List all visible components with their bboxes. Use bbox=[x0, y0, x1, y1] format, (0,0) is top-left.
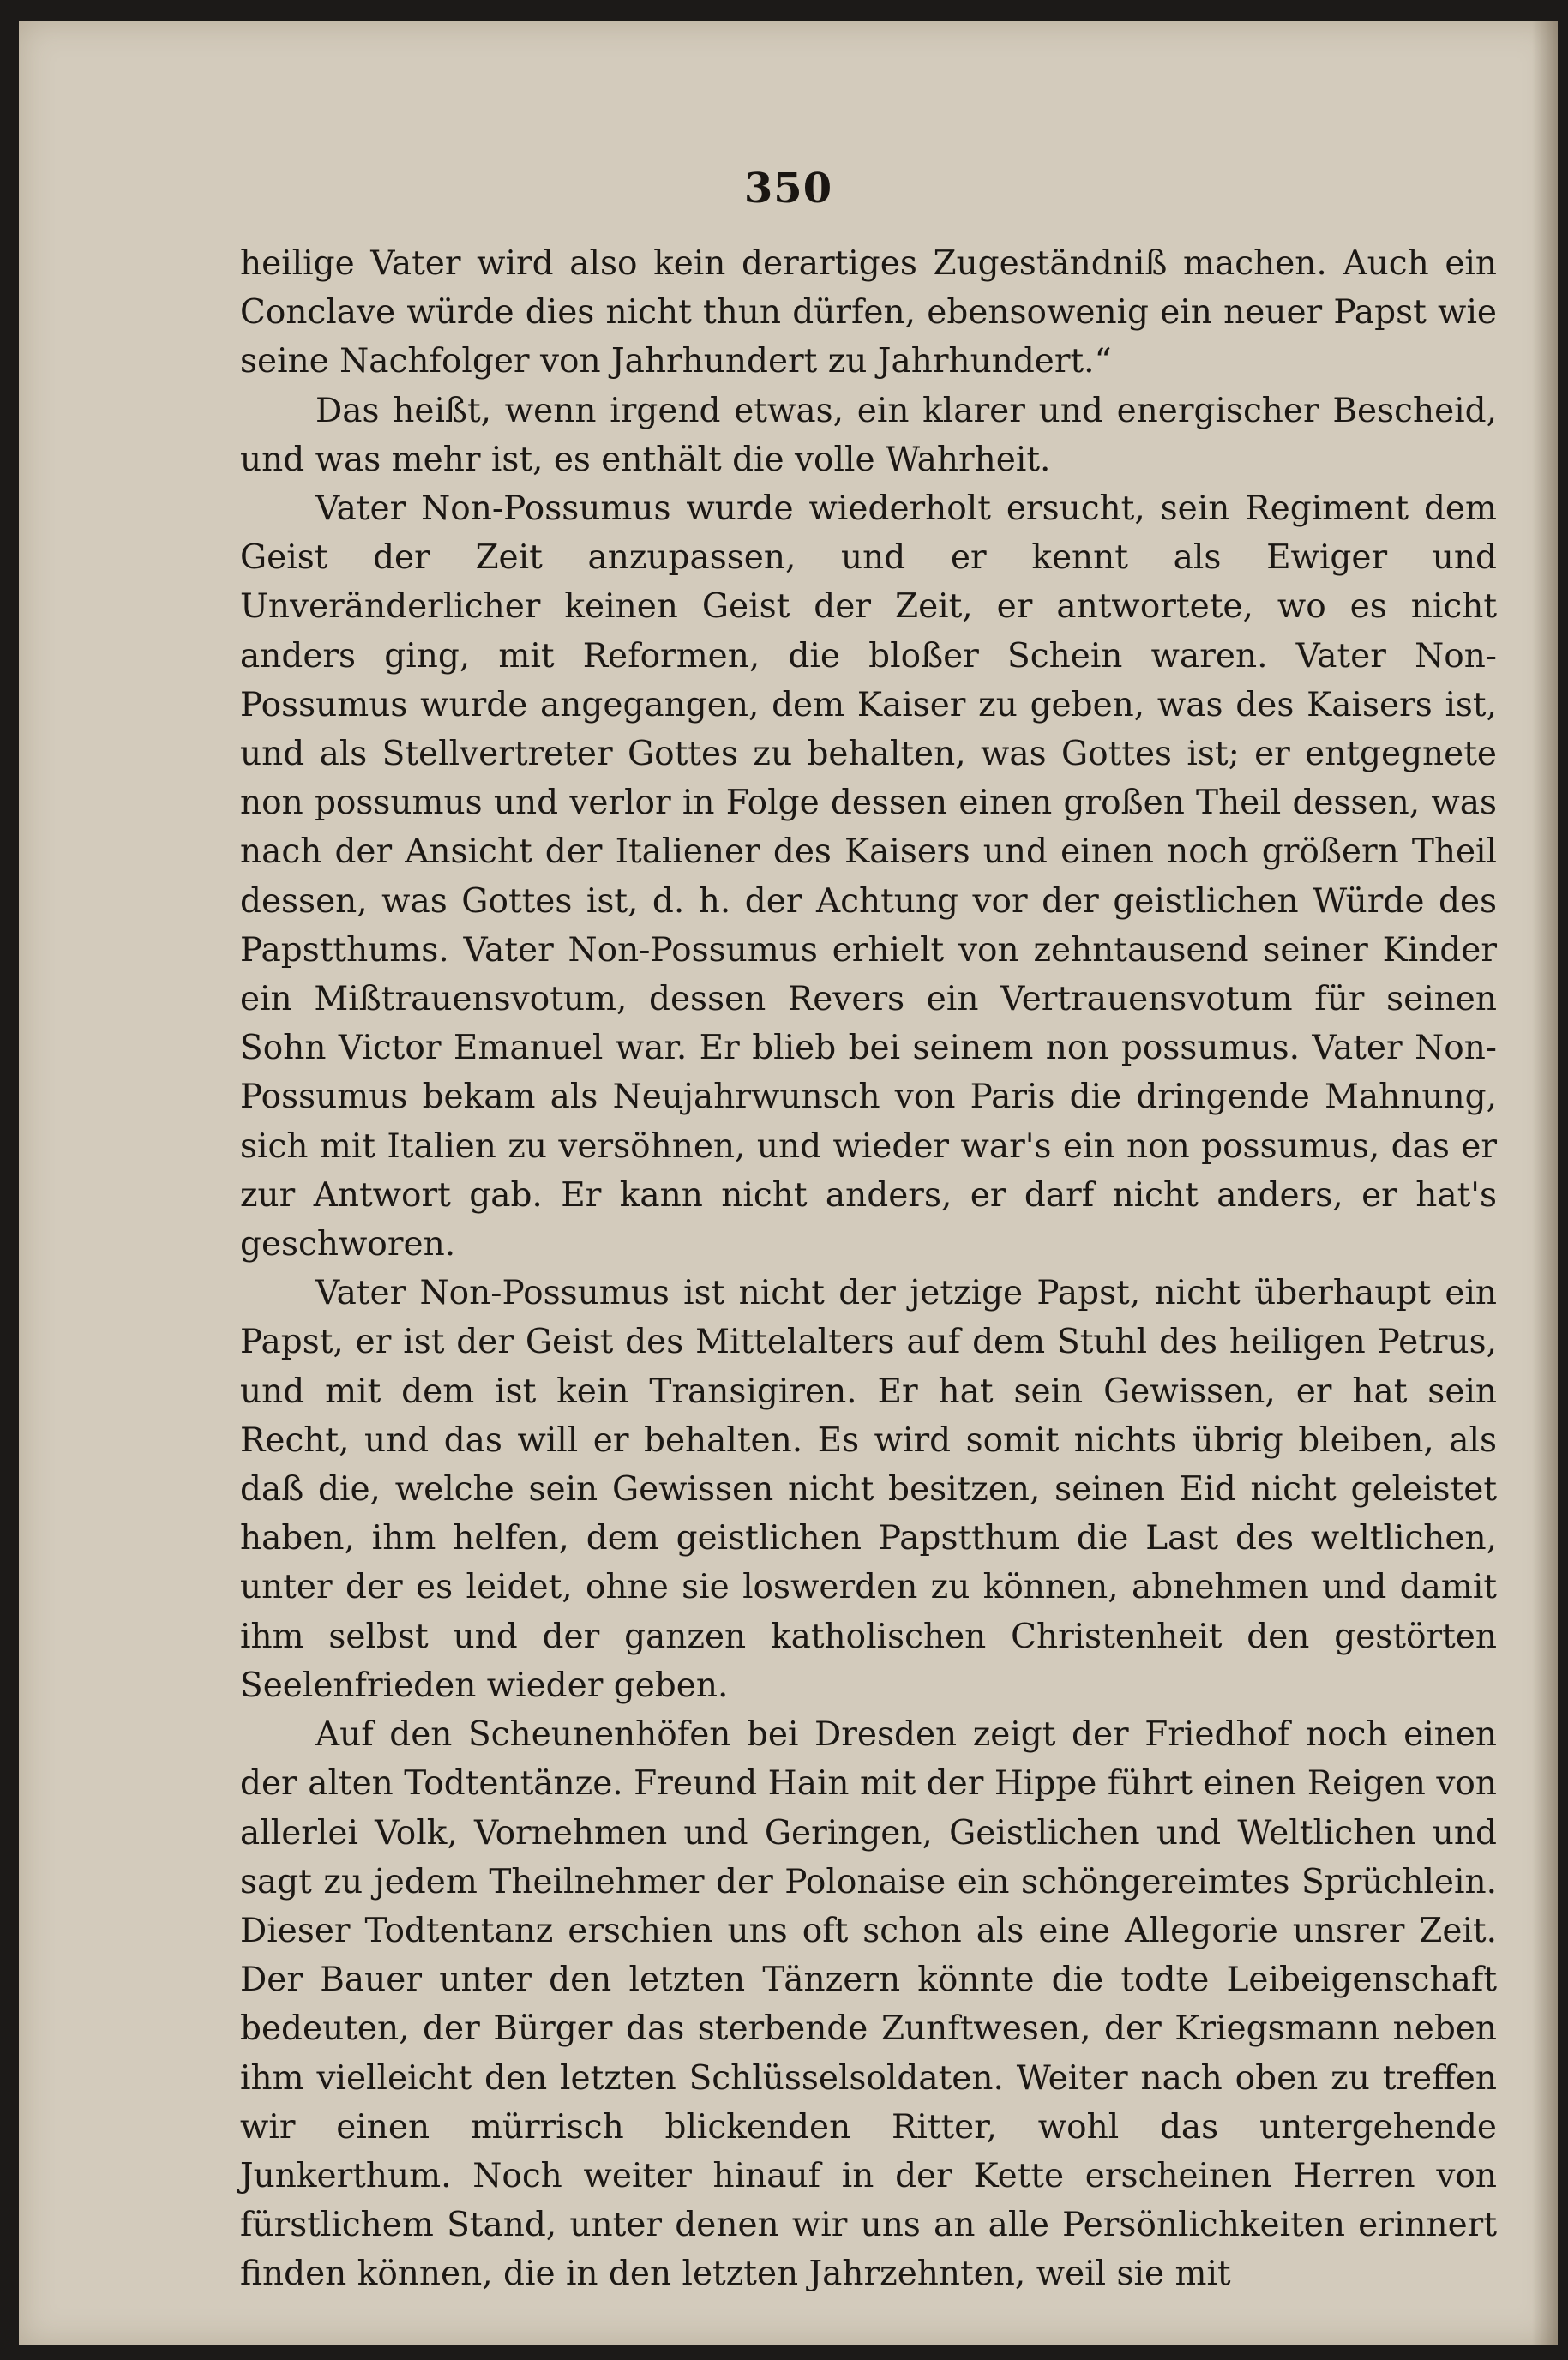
paragraph: Vater Non-Possumus wurde wiederholt ersucht, sein Regiment dem Geist der Zeit anzupassen, und er kennt als Ewiger und Unveränderlicher keinen Geist der Zeit, er antwortete, wo es nicht anders ging, mit Reformen, die bloßer Schein waren. Vater Non-Possumus wurde angegangen, dem Kaiser zu geben, was des Kaisers ist, und als Stellvertreter Gottes zu behalten, was Gottes ist; er entgegnete non possumus und verlor in Folge dessen einen großen Theil dessen, was nach der Ansicht der Italiener des Kaisers und einen noch größern Theil dessen, was Gottes ist, d. h. der Achtung vor der geistlichen Würde des Papstthums. Vater Non-Possumus erhielt von zehntausend seiner Kinder ein Mißtrauensvotum, dessen Revers ein Vertrauensvotum für seinen Sohn Victor Emanuel war. Er blieb bei seinem non possumus. Vater Non-Possumus bekam als Neujahrwunsch von Paris die dringende Mahnung, sich mit Italien zu versöhnen, und wieder war's ein non possumus, das er zur Antwort gab. Er kann nicht anders, er darf nicht anders, er hat's geschworen. bbox=[240, 489, 1497, 1264]
page-number: 350 bbox=[743, 165, 833, 213]
book-page bbox=[19, 21, 1558, 2345]
paragraph-continuation: heilige Vater wird also kein derartiges Zugeständniß machen. Auch ein Conclave würde dies nicht thun dürfen, ebensowenig ein neuer Papst wie seine Nachfolger von Jahrhundert zu Jahrhundert.“ bbox=[240, 244, 1497, 381]
body-text bbox=[240, 239, 1497, 2299]
paragraph: Das heißt, wenn irgend etwas, ein klarer und energischer Bescheid, und was mehr ist, es enthält die volle Wahrheit. bbox=[240, 391, 1497, 479]
paragraph: Vater Non-Possumus ist nicht der jetzige Papst, nicht überhaupt ein Papst, er ist der Geist des Mittelalters auf dem Stuhl des heiligen Petrus, und mit dem ist kein Transigiren. Er hat sein Gewissen, er hat sein Recht, und das will er behalten. Es wird somit nichts übrig bleiben, als daß die, welche sein Gewissen nicht besitzen, seinen Eid nicht geleistet haben, ihm helfen, dem geistlichen Papstthum die Last des weltlichen, unter der es leidet, ohne sie loswerden zu können, abnehmen und damit ihm selbst und der ganzen katholischen Christenheit den gestörten Seelenfrieden wieder geben. bbox=[240, 1274, 1497, 1705]
paragraph: Auf den Scheunenhöfen bei Dresden zeigt der Friedhof noch einen der alten Todtentänze. Freund Hain mit der Hippe führt einen Reigen von allerlei Volk, Vornehmen und Geringen, Geistlichen und Weltlichen und sagt zu jedem Theilnehmer der Polonaise ein schöngereimtes Sprüchlein. Dieser Todtentanz erschien uns oft schon als eine Allegorie unsrer Zeit. Der Bauer unter den letzten Tänzern könnte die todte Leibeigenschaft bedeuten, der Bürger das sterbende Zunftwesen, der Kriegsmann neben ihm vielleicht den letzten Schlüsselsoldaten. Weiter nach oben zu treffen wir einen mürrisch blickenden Ritter, wohl das untergehende Junkerthum. Noch weiter hinauf in der Kette erscheinen Herren von fürstlichem Stand, unter denen wir uns an alle Persönlichkeiten erinnert finden können, die in den letzten Jahrzehnten, weil sie mit bbox=[240, 1715, 1497, 2294]
